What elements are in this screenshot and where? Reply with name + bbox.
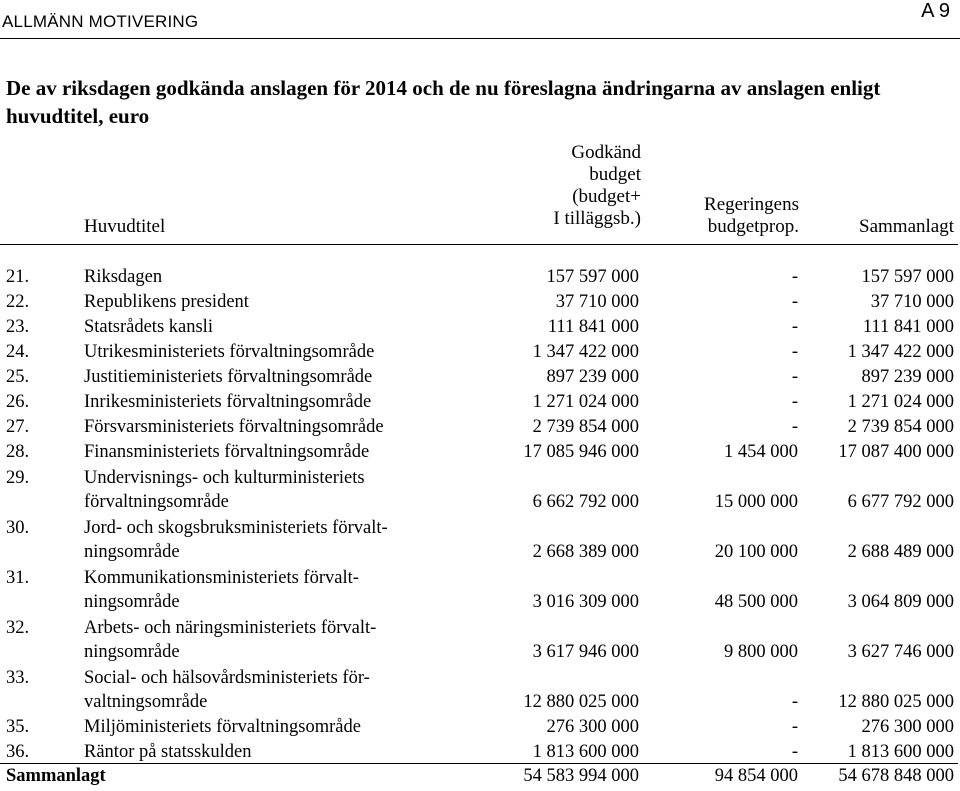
- table-row: [0, 339, 960, 364]
- row-sammanlagt: 12 880 025 000: [838, 692, 954, 712]
- row-number: 22.: [6, 292, 30, 312]
- table-row: [0, 614, 960, 664]
- row-name: Undervisnings- och kulturministeriets förvaltningsområde: [84, 468, 365, 512]
- row-number: 33.: [6, 668, 30, 688]
- row-number: 26.: [6, 392, 30, 412]
- row-sammanlagt: 1 271 024 000: [847, 392, 954, 412]
- row-name: Utrikesministeriets förvaltningsområde: [84, 342, 375, 362]
- row-godkand: 1 813 600 000: [532, 742, 639, 762]
- row-sammanlagt: 1 347 422 000: [847, 342, 954, 362]
- table-row: [0, 464, 960, 514]
- row-number: 29.: [6, 468, 30, 488]
- row-name: Räntor på statsskulden: [84, 742, 252, 762]
- row-name: Justitieministeriets förvaltningsområde: [84, 367, 373, 387]
- table-row: [0, 364, 960, 389]
- table-row: [0, 314, 960, 339]
- row-name: Inrikesministeriets förvaltningsområde: [84, 392, 372, 412]
- table-row: [0, 714, 960, 739]
- row-name: Riksdagen: [84, 267, 163, 287]
- total-regeringens: 94 854 000: [714, 766, 798, 786]
- row-name: Statsrådets kansli: [84, 317, 213, 337]
- table-row: [0, 264, 960, 289]
- row-name: Försvarsministeriets förvaltningsområde: [84, 417, 384, 437]
- row-godkand: 2 739 854 000: [532, 417, 639, 437]
- table-header-divider: [0, 244, 958, 245]
- row-godkand: 897 239 000: [546, 367, 639, 387]
- row-regeringens: 1 454 000: [724, 442, 798, 462]
- row-number: 35.: [6, 717, 30, 737]
- row-godkand: 111 841 000: [547, 317, 639, 337]
- row-godkand: 1 347 422 000: [532, 342, 639, 362]
- row-regeringens: 15 000 000: [714, 492, 798, 512]
- row-regeringens: -: [791, 292, 798, 312]
- row-regeringens: 48 500 000: [714, 592, 798, 612]
- row-godkand: 3 617 946 000: [532, 642, 639, 662]
- section-label: ALLMÄNN MOTIVERING: [2, 12, 199, 31]
- table-row: [0, 439, 960, 464]
- row-number: 36.: [6, 742, 30, 762]
- row-regeringens: -: [791, 417, 798, 437]
- row-number: 27.: [6, 417, 30, 437]
- row-sammanlagt: 897 239 000: [861, 367, 954, 387]
- row-number: 30.: [6, 518, 30, 538]
- row-sammanlagt: 111 841 000: [862, 317, 954, 337]
- row-regeringens: -: [791, 692, 798, 712]
- row-number: 23.: [6, 317, 30, 337]
- row-godkand: 17 085 946 000: [523, 442, 639, 462]
- row-regeringens: -: [791, 742, 798, 762]
- table-row: [0, 664, 960, 714]
- row-godkand: 157 597 000: [546, 267, 639, 287]
- row-regeringens: -: [791, 267, 798, 287]
- row-name: Kommunikationsministeriets förvalt- ningsområde: [84, 568, 359, 612]
- row-godkand: 2 668 389 000: [532, 542, 639, 562]
- row-name: Social- och hälsovårdsministeriets för- valtningsområde: [84, 668, 370, 712]
- table-row: [0, 739, 960, 764]
- page-number: A 9: [921, 0, 950, 22]
- row-regeringens: -: [791, 367, 798, 387]
- row-number: 25.: [6, 367, 30, 387]
- row-number: 31.: [6, 568, 30, 588]
- row-godkand: 3 016 309 000: [532, 592, 639, 612]
- row-number: 28.: [6, 442, 30, 462]
- table-row: [0, 414, 960, 439]
- row-sammanlagt: 157 597 000: [861, 267, 954, 287]
- row-name: Jord- och skogsbruksministeriets förvalt- ningsområde: [84, 518, 388, 562]
- row-regeringens: -: [791, 317, 798, 337]
- row-regeringens: 20 100 000: [714, 542, 798, 562]
- row-name: Miljöministeriets förvaltningsområde: [84, 717, 361, 737]
- row-sammanlagt: 2 688 489 000: [847, 542, 954, 562]
- column-header-godkand-budget: Godkänd budget (budget+ I tilläggsb.): [553, 142, 641, 229]
- row-name: Republikens president: [84, 292, 249, 312]
- row-sammanlagt: 17 087 400 000: [838, 442, 954, 462]
- row-sammanlagt: 1 813 600 000: [847, 742, 954, 762]
- row-godkand: 12 880 025 000: [523, 692, 639, 712]
- row-sammanlagt: 3 627 746 000: [847, 642, 954, 662]
- row-number: 32.: [6, 618, 30, 638]
- row-number: 24.: [6, 342, 30, 362]
- row-sammanlagt: 276 300 000: [861, 717, 954, 737]
- page-title: De av riksdagen godkända anslagen för 2014 och de nu föreslagna ändringarna av anslagen enligt huvudtitel, euro: [6, 76, 881, 128]
- column-header-sammanlagt: Sammanlagt: [859, 216, 954, 237]
- row-godkand: 1 271 024 000: [532, 392, 639, 412]
- table-row: [0, 289, 960, 314]
- header-divider: [0, 38, 960, 39]
- row-name: Finansministeriets förvaltningsområde: [84, 442, 370, 462]
- table-row: [0, 514, 960, 564]
- row-godkand: 37 710 000: [555, 292, 639, 312]
- row-regeringens: -: [791, 392, 798, 412]
- row-name: Arbets- och näringsministeriets förvalt- ningsområde: [84, 618, 377, 662]
- row-godkand: 6 662 792 000: [532, 492, 639, 512]
- row-sammanlagt: 3 064 809 000: [847, 592, 954, 612]
- row-sammanlagt: 6 677 792 000: [847, 492, 954, 512]
- row-godkand: 276 300 000: [546, 717, 639, 737]
- row-regeringens: 9 800 000: [724, 642, 798, 662]
- table-row: [0, 389, 960, 414]
- row-sammanlagt: 37 710 000: [870, 292, 954, 312]
- row-sammanlagt: 2 739 854 000: [847, 417, 954, 437]
- total-godkand: 54 583 994 000: [523, 766, 639, 786]
- table-row: [0, 564, 960, 614]
- column-header-regeringens-budgetprop: Regeringens budgetprop.: [704, 194, 799, 237]
- table-body: [0, 264, 960, 764]
- row-regeringens: -: [791, 342, 798, 362]
- row-regeringens: -: [791, 717, 798, 737]
- row-number: 21.: [6, 267, 30, 287]
- total-label: Sammanlagt: [6, 766, 106, 786]
- total-sammanlagt: 54 678 848 000: [838, 766, 954, 786]
- total-row: [0, 764, 960, 790]
- column-header-huvudtitel: Huvudtitel: [84, 216, 166, 237]
